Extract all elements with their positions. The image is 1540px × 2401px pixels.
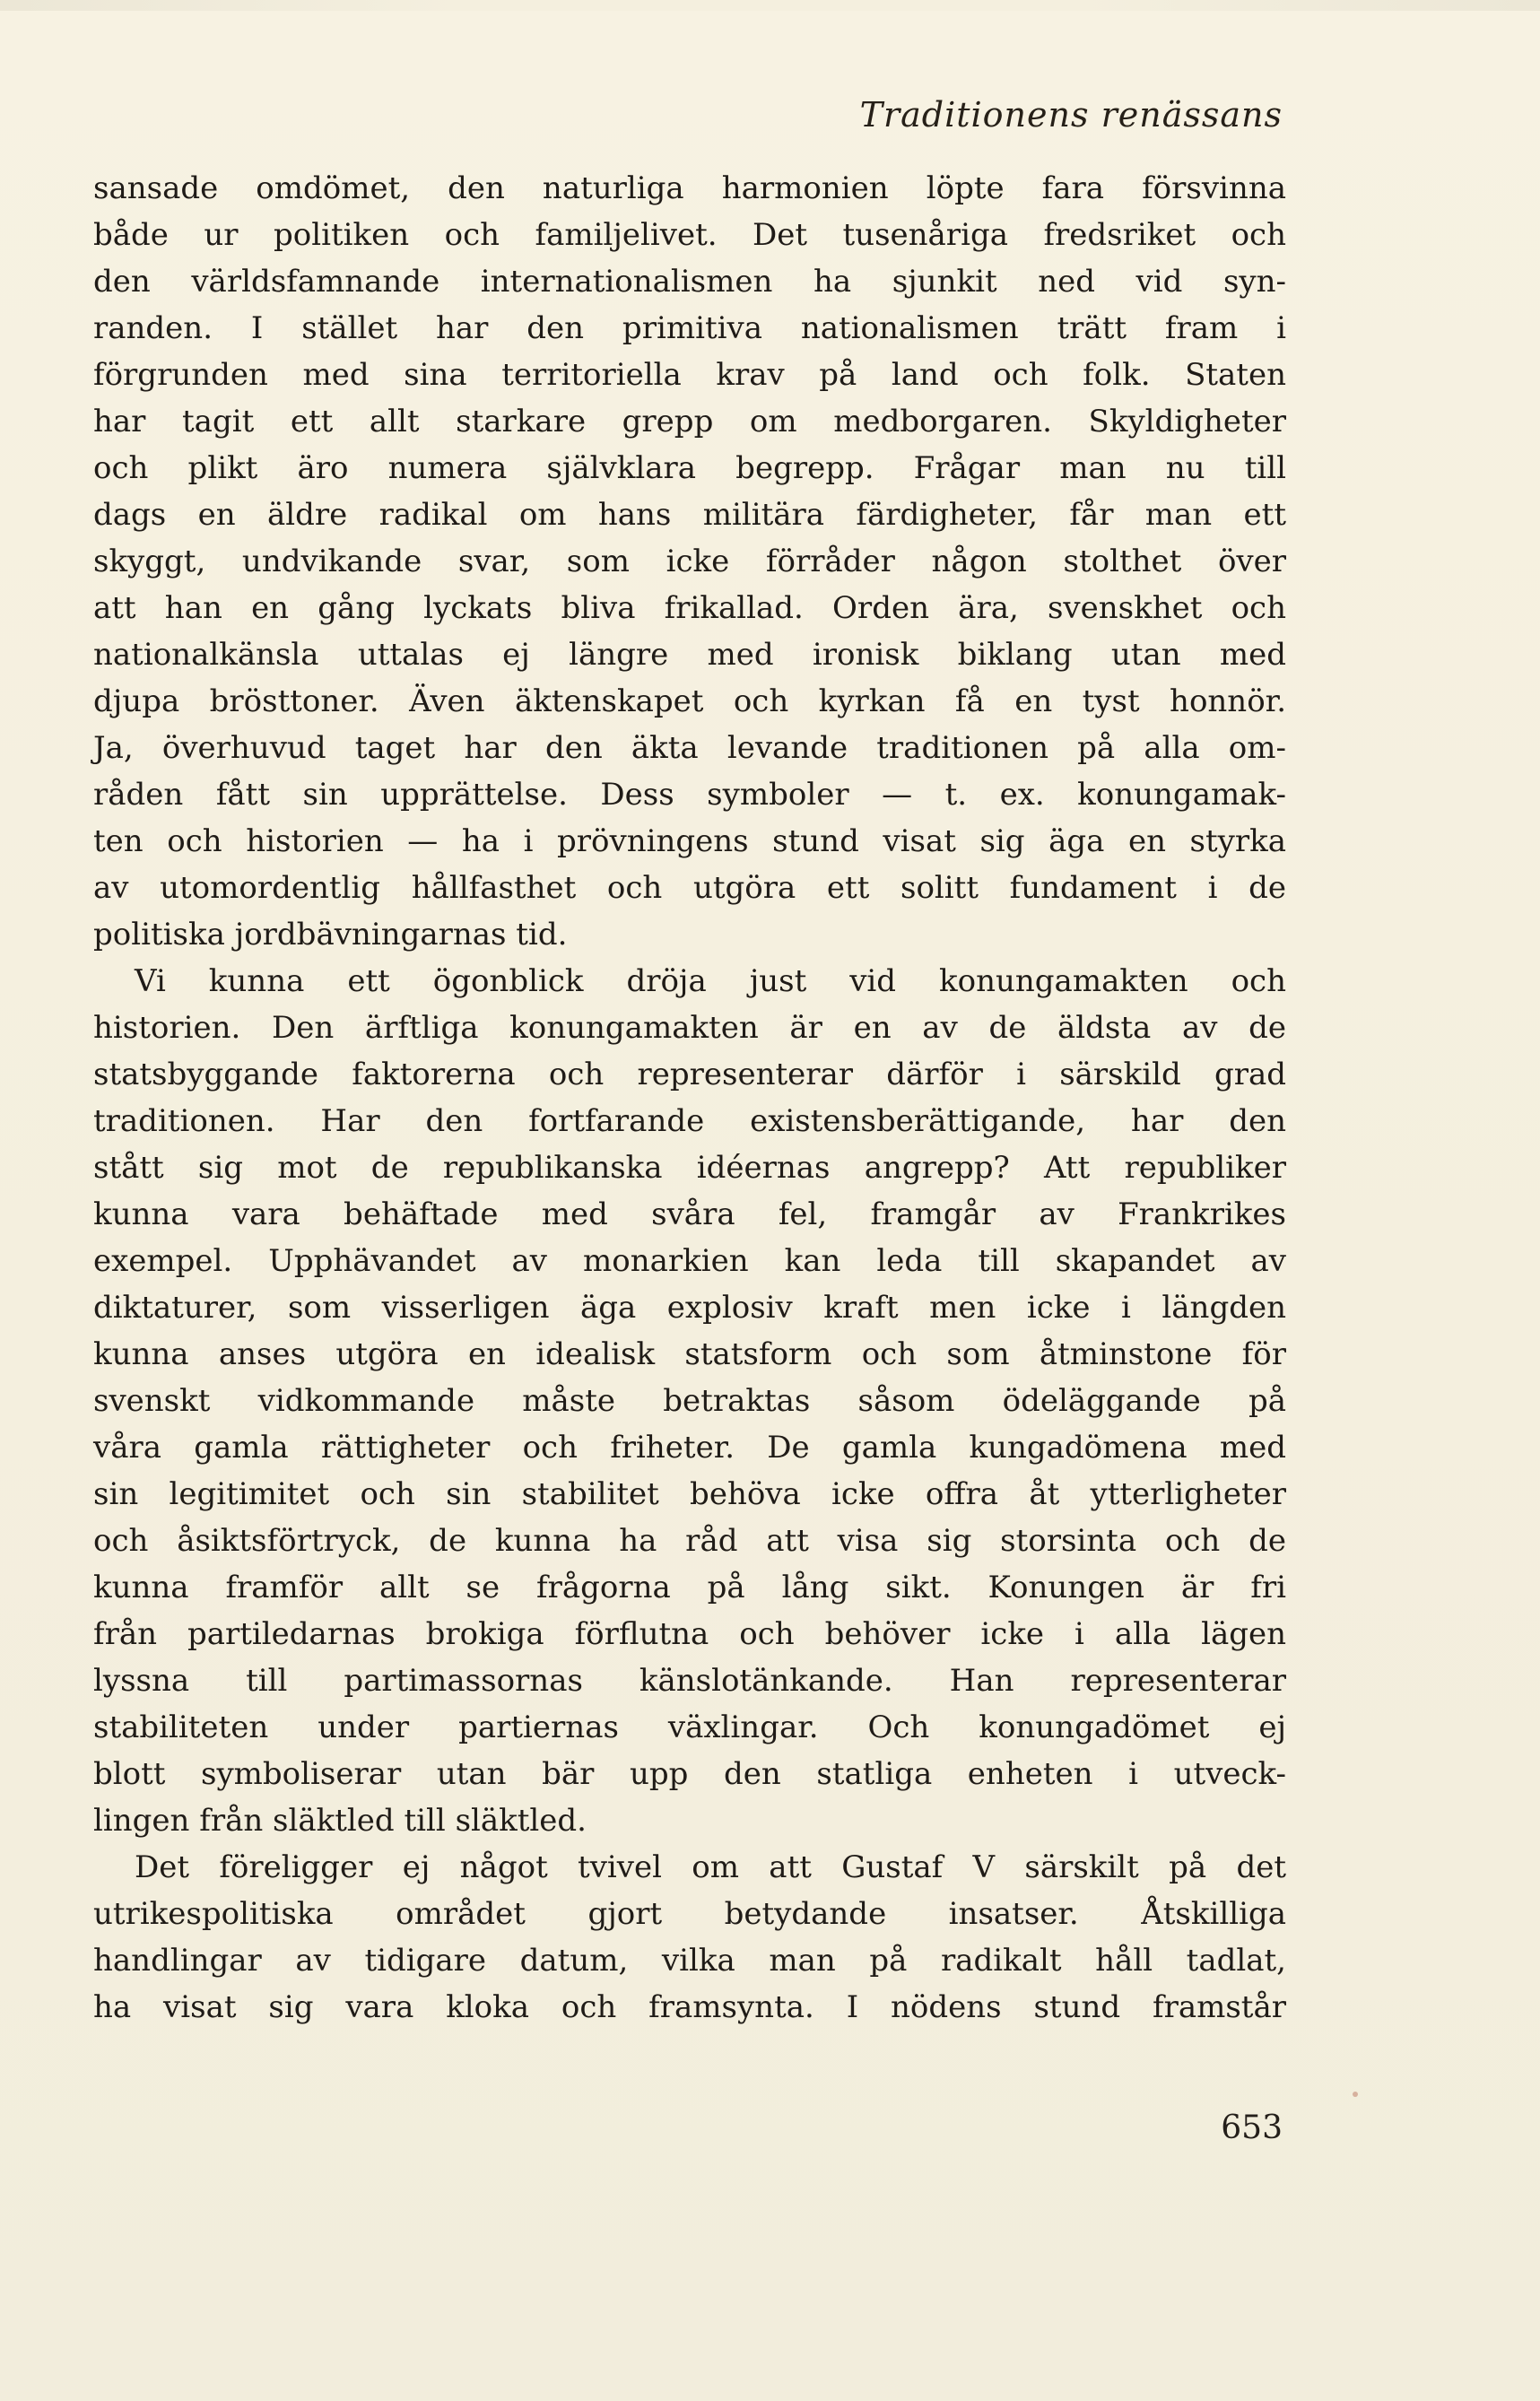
text-line: av utomordentlig hållfasthet och utgöra ett solitt fundament i de [93, 870, 1286, 906]
text-line: diktaturer, som visserligen äga explosiv kraft men icke i längden [93, 1290, 1286, 1326]
text-line: blott symboliserar utan bär upp den statliga enheten i utveck- [93, 1756, 1286, 1792]
text-line: dags en äldre radikal om hans militära färdigheter, får man ett [93, 497, 1286, 533]
text-line: skyggt, undvikande svar, som icke förråder någon stolthet över [93, 544, 1286, 579]
text-line: kunna anses utgöra en idealisk statsform och som åtminstone för [93, 1336, 1286, 1372]
page-number: 653 [1221, 2110, 1283, 2146]
text-line: utrikespolitiska området gjort betydande insatser. Åtskilliga [93, 1896, 1286, 1932]
text-line: sin legitimitet och sin stabilitet behöva icke offra åt ytterligheter [93, 1476, 1286, 1512]
text-line: statsbyggande faktorerna och representerar därför i särskild grad [93, 1057, 1286, 1092]
text-line: randen. I stället har den primitiva nationalismen trätt fram i [93, 310, 1286, 346]
text-line: kunna framför allt se frågorna på lång sikt. Konungen är fri [93, 1570, 1286, 1605]
text-line: historien. Den ärftliga konungamakten är en av de äldsta av de [93, 1010, 1286, 1046]
text-line: och plikt äro numera självklara begrepp. Frågar man nu till [93, 450, 1286, 486]
text-line: att han en gång lyckats bliva frikallad. Orden ära, svenskhet och [93, 590, 1286, 626]
text-line: stått sig mot de republikanska idéernas angrepp? Att republiker [93, 1150, 1286, 1186]
text-line: och åsiktsförtryck, de kunna ha råd att visa sig storsinta och de [93, 1523, 1286, 1559]
text-line: den världsfamnande internationalismen ha sjunkit ned vid syn- [93, 264, 1286, 300]
text-line: kunna vara behäftade med svåra fel, framgår av Frankrikes [93, 1196, 1286, 1232]
text-line: våra gamla rättigheter och friheter. De gamla kungadömena med [93, 1430, 1286, 1466]
text-line: djupa brösttoner. Även äktenskapet och kyrkan få en tyst honnör. [93, 683, 1286, 719]
text-line: nationalkänsla uttalas ej längre med ironisk biklang utan med [93, 637, 1286, 673]
text-line: både ur politiken och familjelivet. Det tusenåriga fredsriket och [93, 217, 1286, 253]
running-head: Traditionens renässans [859, 95, 1283, 135]
text-line: exempel. Upphävandet av monarkien kan leda till skapandet av [93, 1243, 1286, 1279]
text-line: Ja, överhuvud taget har den äkta levande traditionen på alla om- [93, 730, 1286, 766]
paragraph-start-line: Det föreligger ej något tvivel om att Gustaf V särskilt på det [135, 1849, 1286, 1885]
text-line: ten och historien — ha i prövningens stund visat sig äga en styrka [93, 823, 1286, 859]
paragraph-start-line: Vi kunna ett ögonblick dröja just vid konungamakten och [135, 963, 1286, 999]
text-line: ha visat sig vara kloka och framsynta. I nödens stund framstår [93, 1989, 1286, 2025]
text-line: har tagit ett allt starkare grepp om medborgaren. Skyldigheter [93, 404, 1286, 439]
text-line: sansade omdömet, den naturliga harmonien löpte fara försvinna [93, 170, 1286, 206]
text-line: lyssna till partimassornas känslotänkande. Han representerar [93, 1663, 1286, 1699]
text-line: från partiledarnas brokiga förflutna och behöver icke i alla lägen [93, 1616, 1286, 1652]
margin-dot [1353, 2092, 1358, 2097]
text-line: svenskt vidkommande måste betraktas såsom ödeläggande på [93, 1383, 1286, 1419]
text-line: stabiliteten under partiernas växlingar. Och konungadömet ej [93, 1709, 1286, 1745]
page-top-edge [0, 0, 1540, 11]
paragraph-end-line: politiska jordbävningarnas tid. [93, 917, 568, 953]
text-line: råden fått sin upprättelse. Dess symboler — t. ex. konungamak- [93, 777, 1286, 813]
text-line: handlingar av tidigare datum, vilka man på radikalt håll tadlat, [93, 1943, 1286, 1979]
text-line: traditionen. Har den fortfarande existensberättigande, har den [93, 1103, 1286, 1139]
paragraph-end-line: lingen från släktled till släktled. [93, 1803, 587, 1839]
text-line: förgrunden med sina territoriella krav på land och folk. Staten [93, 357, 1286, 393]
body-text [93, 165, 1286, 2031]
